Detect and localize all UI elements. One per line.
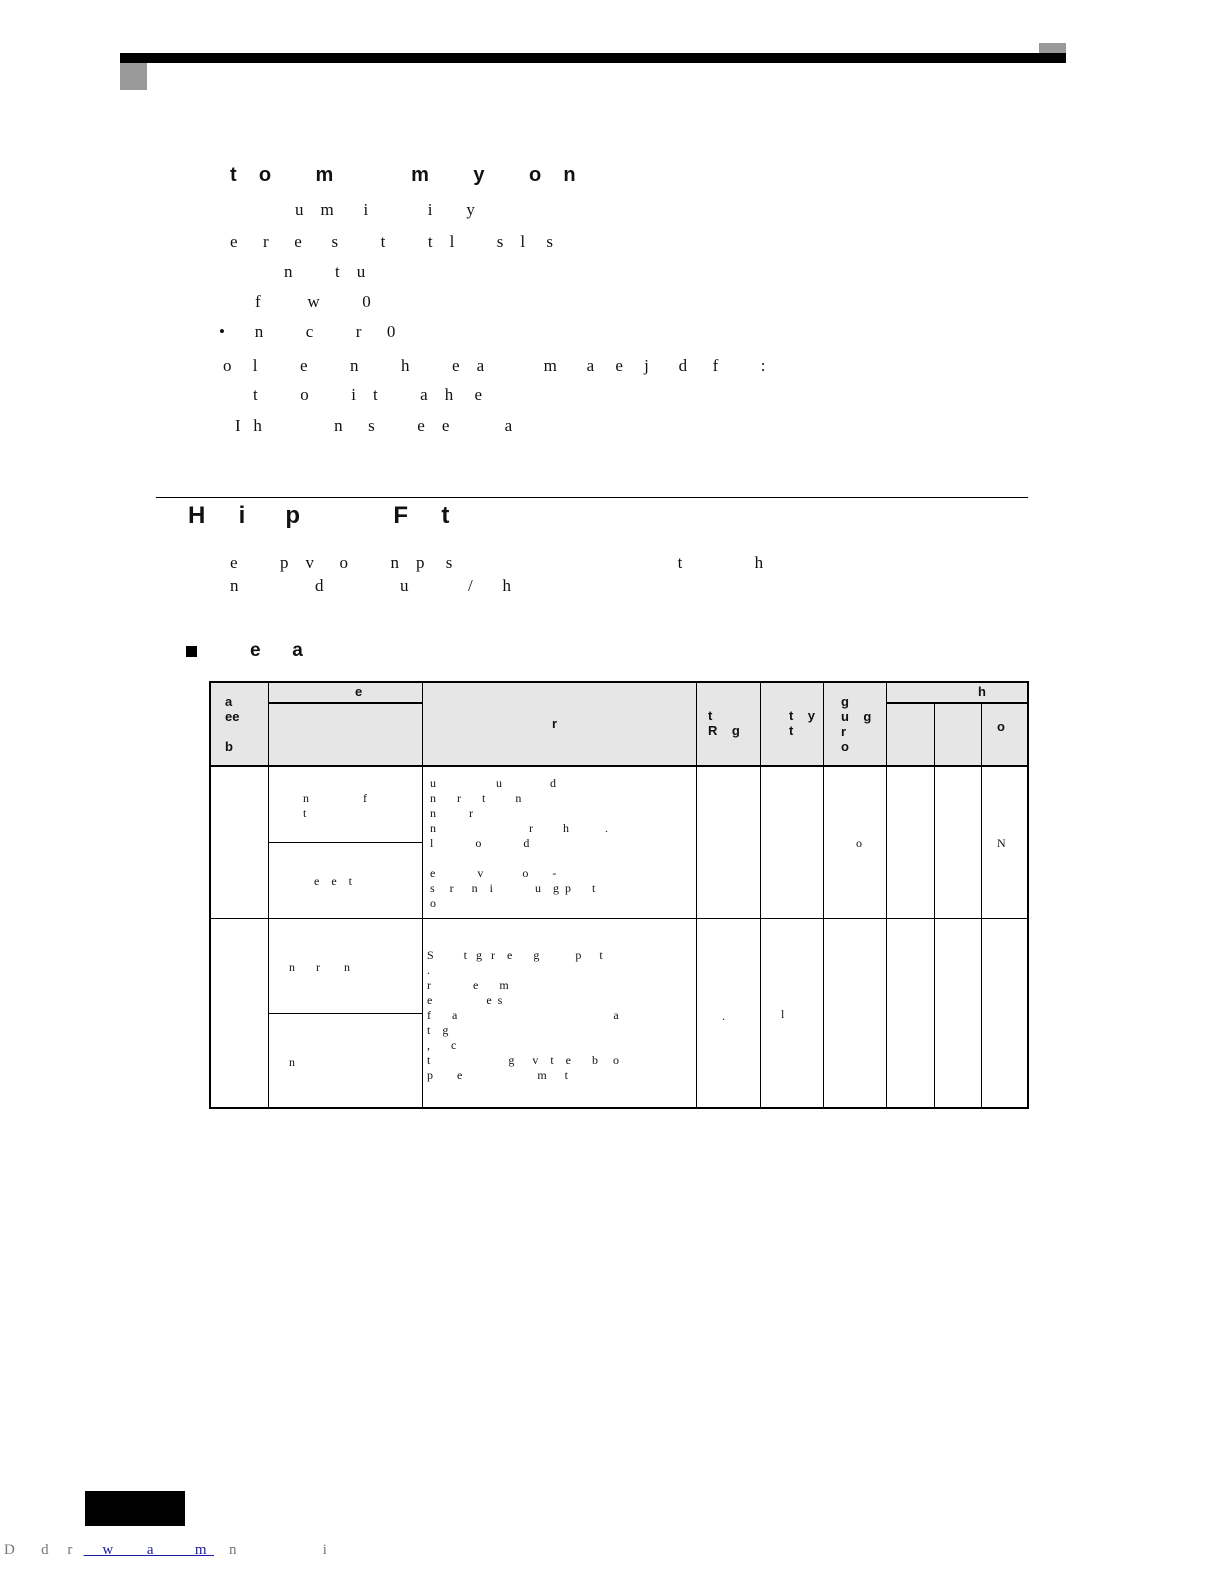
header-col5: t y t <box>789 708 816 738</box>
row1-col9: N <box>997 836 1006 850</box>
table-header-background <box>211 683 1027 765</box>
header-col6: g u g r o <box>841 694 872 754</box>
col-divider <box>268 683 269 1107</box>
header-col1: a ee b <box>225 694 240 754</box>
row1-name-a: n f t <box>303 791 367 820</box>
footer-text-post: n i <box>214 1542 327 1558</box>
col-divider <box>760 683 761 1107</box>
table-heading: e a <box>250 640 303 661</box>
header-bottom-rule <box>211 765 1027 767</box>
col-divider <box>422 683 423 1107</box>
row1-col6: o <box>856 836 862 850</box>
row-sub-divider <box>268 1013 422 1014</box>
header-col3: r <box>552 716 558 731</box>
footer-page-box <box>85 1491 185 1526</box>
header-col2: e <box>355 684 363 699</box>
body-line-8: I h n s e e a <box>235 416 513 435</box>
col-divider <box>886 683 887 1107</box>
subsection-title: H i p F t <box>188 502 450 529</box>
row2-name-a: n r n <box>289 960 350 974</box>
row1-description: u u d n r t n n r n r h . l o d e v o - s r n i u g p t o <box>430 776 608 910</box>
row-sub-divider <box>268 842 422 843</box>
footer-text-pre: D d r <box>4 1542 84 1558</box>
body-line-5: • n c r 0 <box>219 322 396 341</box>
header-tab-left <box>120 63 147 90</box>
row1-name-b: e e t <box>314 874 352 888</box>
section-divider <box>156 497 1028 498</box>
col-divider <box>823 683 824 1107</box>
body-line-2: e r e s t t l s l s <box>230 232 553 251</box>
body-line-7: t o i t a h e <box>253 385 483 404</box>
header-tab-right <box>1039 43 1066 53</box>
subsection-line-1: e p v o n p s t h <box>230 553 764 572</box>
col-divider <box>696 683 697 1107</box>
header-split <box>886 702 1027 704</box>
subsection-line-2: n d u / h <box>230 576 511 595</box>
body-line-6: o l e n h e a m a e j d f : <box>223 356 766 375</box>
row2-col4: . <box>722 1009 725 1023</box>
header-col4: t R g <box>708 708 740 738</box>
body-line-3: n t u <box>284 262 366 281</box>
row-divider <box>211 918 1027 919</box>
row2-name-b: n <box>289 1055 295 1069</box>
header-bar <box>120 53 1066 63</box>
body-line-4: f w 0 <box>255 292 371 311</box>
col-divider <box>981 702 982 1107</box>
header-split <box>268 702 422 704</box>
square-bullet-icon <box>186 646 197 657</box>
footer-line <box>4 1542 327 1559</box>
col-divider <box>934 702 935 1107</box>
header-col9: o <box>997 719 1005 734</box>
row2-col5: l <box>781 1007 785 1021</box>
body-line-1: u m i i y <box>295 200 475 219</box>
footer-link[interactable]: w a m <box>83 1542 214 1558</box>
section-title: t o m m y o n <box>230 164 576 186</box>
parameter-table <box>209 681 1029 1109</box>
header-col7: h <box>978 684 986 699</box>
row2-description: S t g r e g p t . r e m e e s f a a t g , c t g v t e b o p e m t <box>427 948 619 1082</box>
